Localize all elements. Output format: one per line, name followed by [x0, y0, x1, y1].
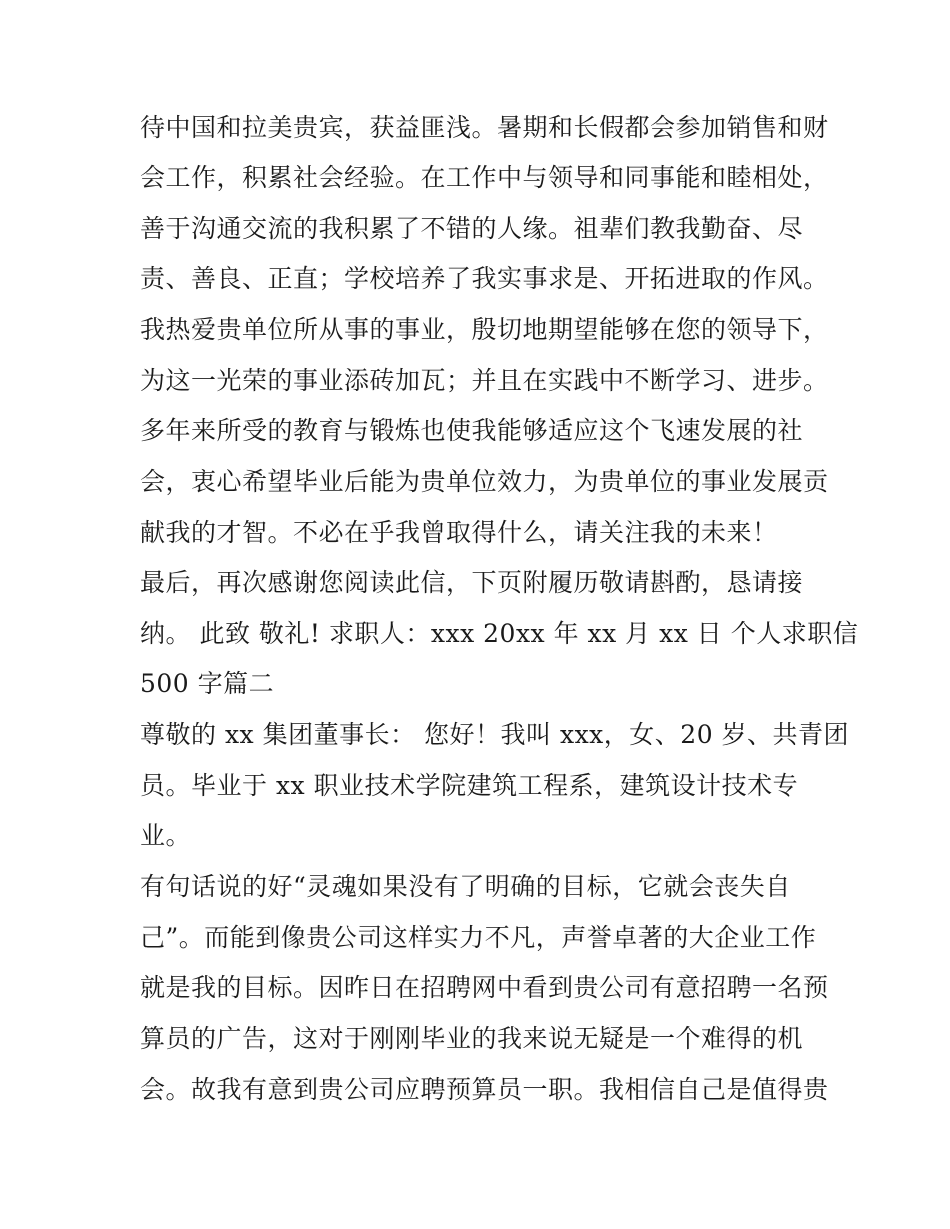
text-line: 献我的才智。不必在乎我曾取得什么，请关注我的未来！	[140, 518, 778, 547]
text-line: 算员的广告，这对于刚刚毕业的我来说无疑是一个难得的机	[140, 1024, 804, 1053]
text-line: 500 字篇二	[140, 669, 275, 698]
text-line: 有句话说的好“灵魂如果没有了明确的目标，它就会丧失自	[140, 872, 791, 901]
text-line: 最后，再次感谢您阅读此信，下页附履历敬请斟酌，恳请接	[140, 568, 804, 597]
text-line: 责、善良、正直；学校培养了我实事求是、开拓进取的作风。	[140, 264, 829, 293]
text-line: 尊敬的 xx 集团董事长： 您好！我叫 xxx，女、20 岁、共青团	[140, 720, 850, 749]
text-line: 善于沟通交流的我积累了不错的人缘。祖辈们教我勤奋、尽	[140, 214, 804, 243]
text-line: 员。毕业于 xx 职业技术学院建筑工程系，建筑设计技术专	[140, 771, 799, 800]
text-line: 纳。 此致 敬礼! 求职人：xxx 20xx 年 xx 月 xx 日 个人求职信	[140, 619, 859, 648]
text-line: 业。	[140, 821, 192, 850]
text-line: 就是我的目标。因昨日在招聘网中看到贵公司有意招聘一名预	[140, 973, 829, 1002]
text-line: 我热爱贵单位所从事的事业，殷切地期望能够在您的领导下，	[140, 315, 829, 344]
text-line: 为这一光荣的事业添砖加瓦；并且在实践中不断学习、进步。	[140, 366, 829, 395]
text-line: 会。故我有意到贵公司应聘预算员一职。我相信自己是值得贵	[140, 1075, 829, 1104]
text-line: 多年来所受的教育与锻炼也使我能够适应这个飞速发展的社	[140, 416, 804, 445]
text-line: 会，衷心希望毕业后能为贵单位效力，为贵单位的事业发展贡	[140, 467, 829, 496]
text-line: 己”。而能到像贵公司这样实力不凡，声誉卓著的大企业工作	[140, 923, 817, 952]
text-line: 待中国和拉美贵宾，获益匪浅。暑期和长假都会参加销售和财	[140, 113, 829, 142]
text-line: 会工作，积累社会经验。在工作中与领导和同事能和睦相处，	[140, 163, 829, 192]
